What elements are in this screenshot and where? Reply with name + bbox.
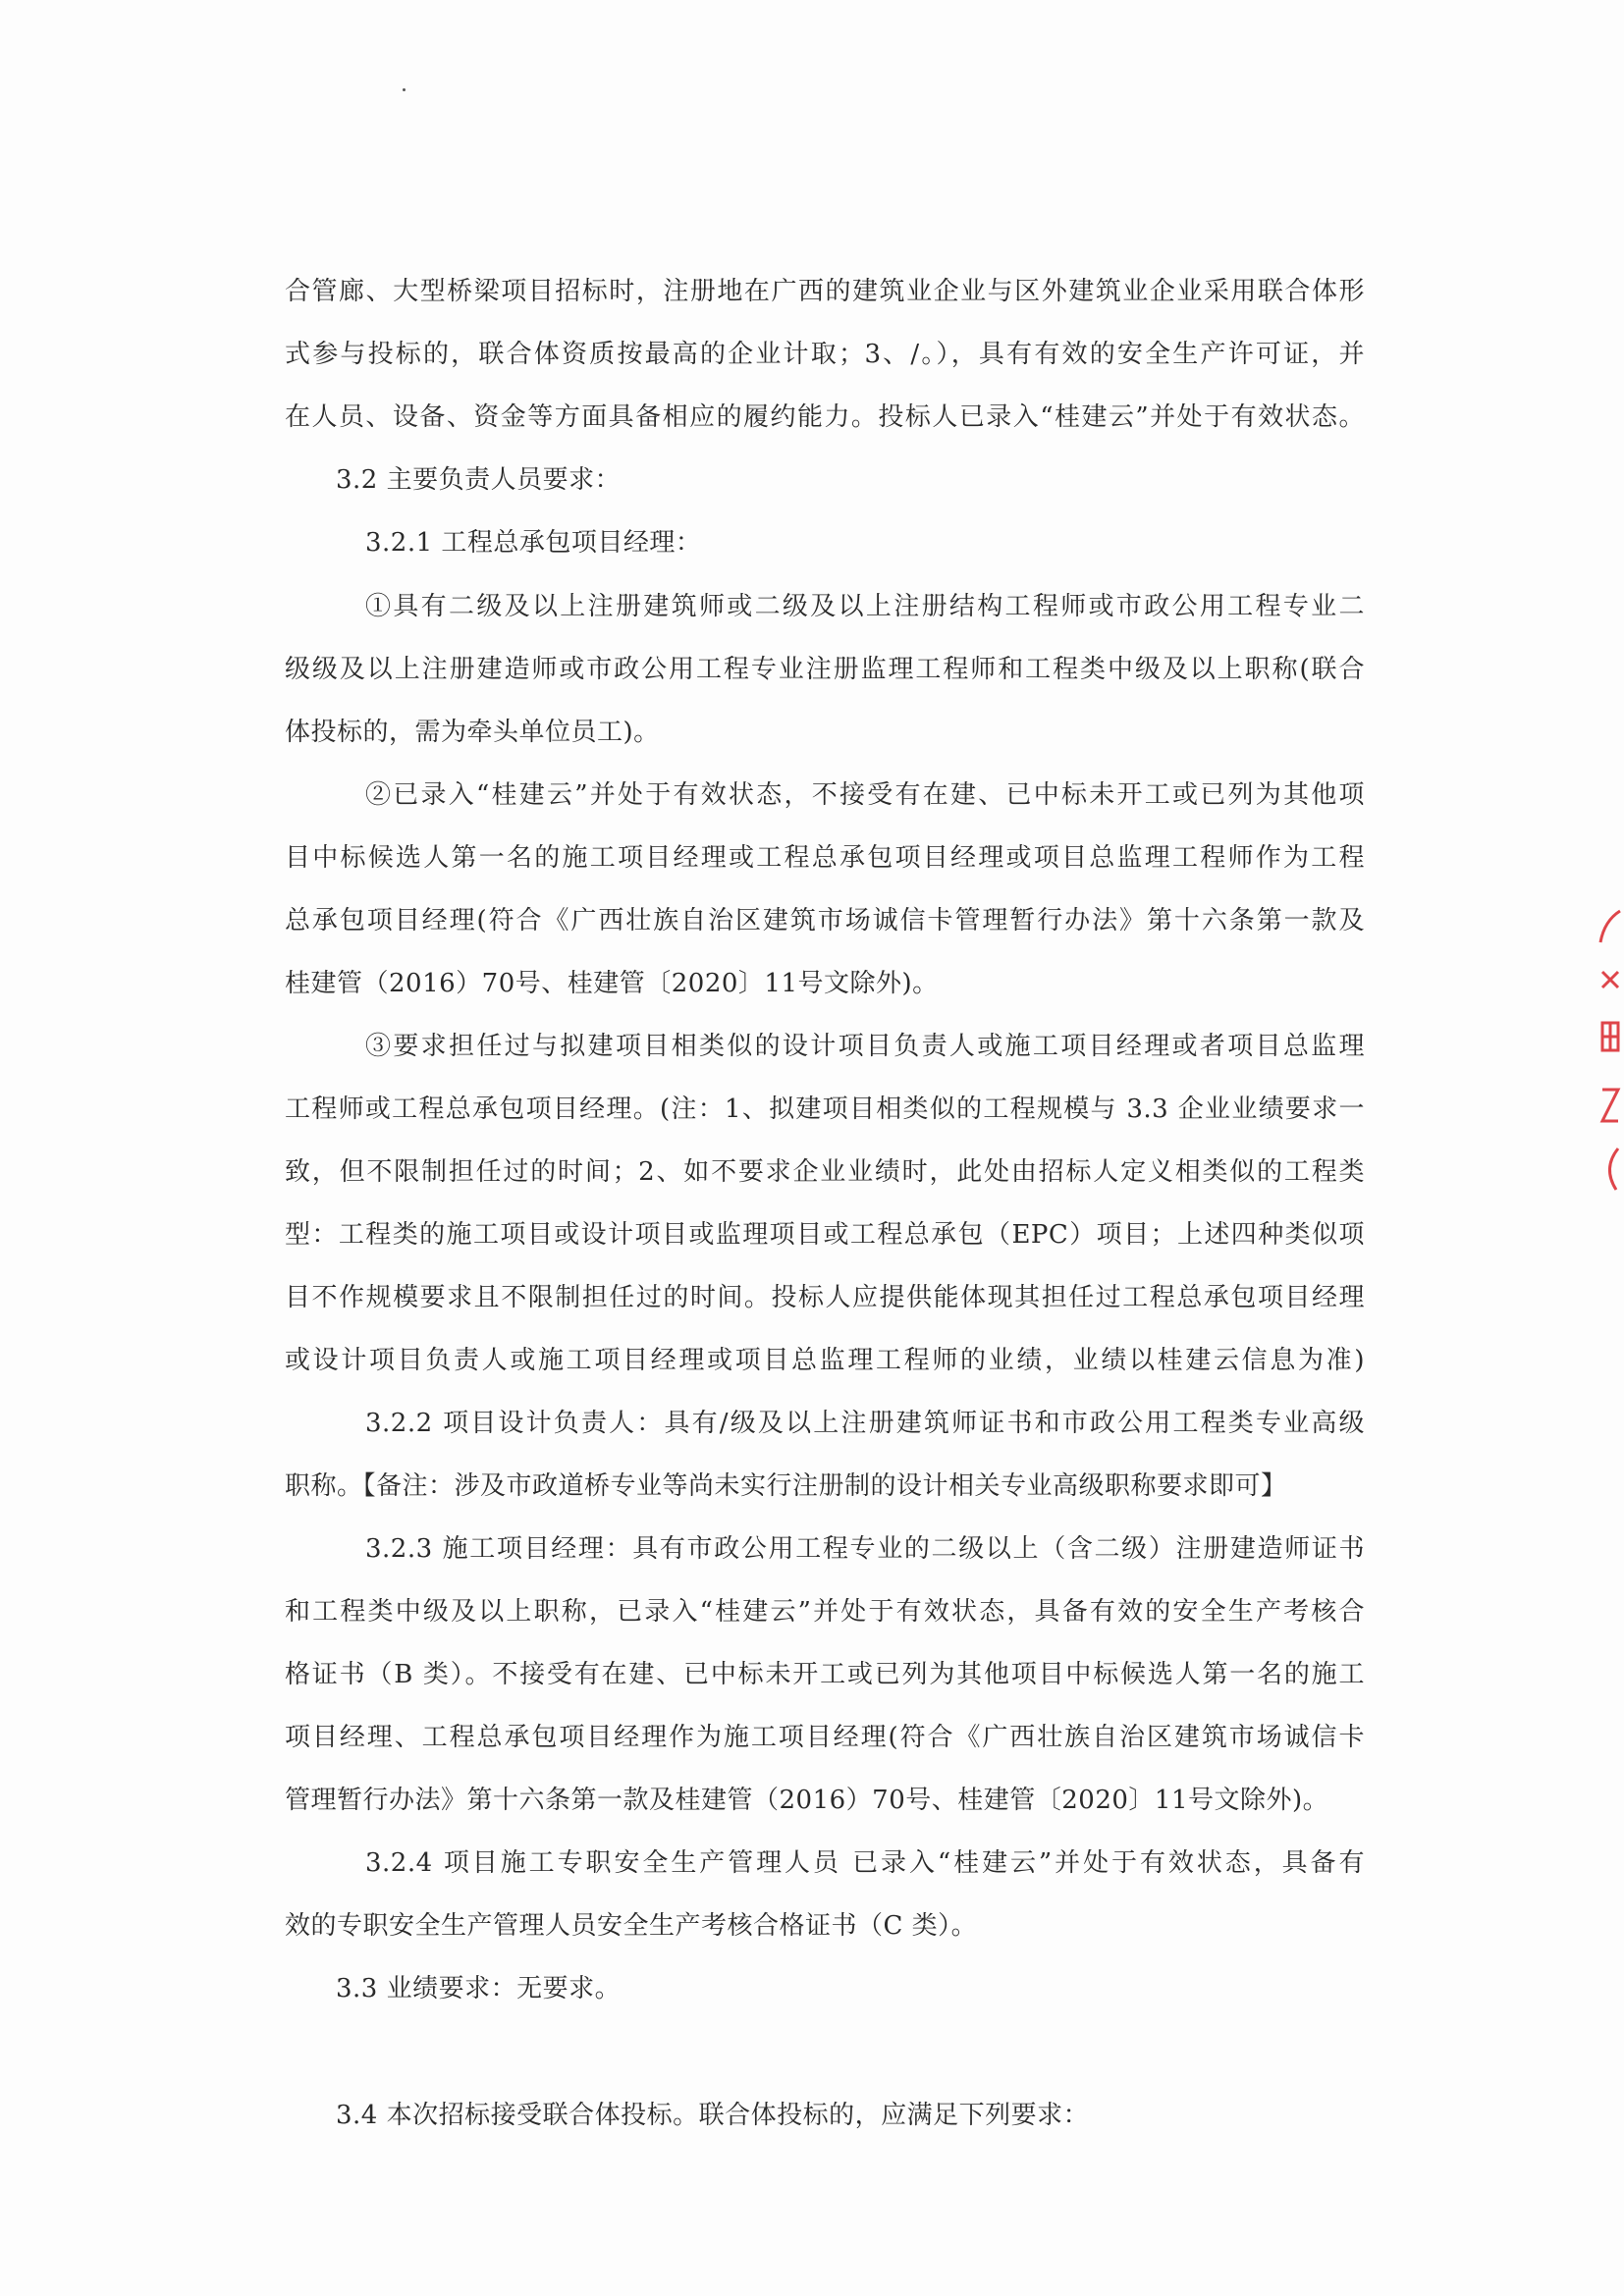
text-line: 体投标的，需为牵头单位员工)。 <box>285 718 660 747</box>
text-line: 式参与投标的，联合体资质按最高的企业计取；3、/。），具有有效的安全生产许可证，并 <box>285 340 1365 369</box>
text-line: 3.2.2 项目设计负责人：具有/级及以上注册建筑师证书和市政公用工程类专业高级 <box>365 1409 1365 1438</box>
text-line: 目不作规模要求且不限制担任过的时间。投标人应提供能体现其担任过工程总承包项目经理 <box>285 1283 1365 1312</box>
text-line: 目中标候选人第一名的施工项目经理或工程总承包项目经理或项目总监理工程师作为工程 <box>285 843 1365 873</box>
text-line: 在人员、设备、资金等方面具备相应的履约能力。投标人已录入“桂建云”并处于有效状态。 <box>285 402 1365 432</box>
text-line: ③要求担任过与拟建项目相类似的设计项目负责人或施工项目经理或者项目总监理 <box>365 1032 1365 1061</box>
section-heading: 3.4 本次招标接受联合体投标。联合体投标的，应满足下列要求： <box>336 2101 1090 2130</box>
text-line: 桂建管（2016）70号、桂建管〔2020〕11号文除外)。 <box>285 969 939 998</box>
seal-stamp-edge <box>1591 903 1624 1198</box>
section-heading: 3.3 业绩要求：无要求。 <box>336 1974 622 2003</box>
text-line: 效的专职安全生产管理人员安全生产考核合格证书（C 类）。 <box>285 1911 978 1941</box>
text-line: 3.2.4 项目施工专职安全生产管理人员 已录入“桂建云”并处于有效状态，具备有 <box>365 1848 1365 1878</box>
text-line: ①具有二级及以上注册建筑师或二级及以上注册结构工程师或市政公用工程专业二 <box>365 592 1365 621</box>
text-line: 总承包项目经理(符合《广西壮族自治区建筑市场诚信卡管理暂行办法》第十六条第一款及 <box>285 906 1365 935</box>
text-line: 或设计项目负责人或施工项目经理或项目总监理工程师的业绩，业绩以桂建云信息为准) <box>285 1346 1365 1375</box>
text-line: 级级及以上注册建造师或市政公用工程专业注册监理工程师和工程类中级及以上职称(联合 <box>285 655 1365 684</box>
text-line: 格证书（B 类）。不接受有在建、已中标未开工或已列为其他项目中标候选人第一名的施工 <box>285 1660 1365 1689</box>
scan-speck <box>403 88 406 91</box>
text-line: 管理暂行办法》第十六条第一款及桂建管（2016）70号、桂建管〔2020〕11号文除外)。 <box>285 1786 1329 1815</box>
text-line: 工程师或工程总承包项目经理。(注：1、拟建项目相类似的工程规模与 3.3 企业业绩要求一 <box>285 1095 1365 1124</box>
text-line: 型：工程类的施工项目或设计项目或监理项目或工程总承包（EPC）项目；上述四种类似项 <box>285 1220 1365 1250</box>
text-line: 合管廊、大型桥梁项目招标时，注册地在广西的建筑业企业与区外建筑业企业采用联合体形 <box>285 277 1365 306</box>
text-line: 致，但不限制担任过的时间；2、如不要求企业业绩时，此处由招标人定义相类似的工程类 <box>285 1157 1365 1187</box>
section-heading: 3.2 主要负责人员要求： <box>336 465 622 495</box>
text-line: 职称。【备注：涉及市政道桥专业等尚未实行注册制的设计相关专业高级职称要求即可】 <box>285 1471 1287 1501</box>
text-line: ②已录入“桂建云”并处于有效状态，不接受有在建、已中标未开工或已列为其他项 <box>365 780 1365 810</box>
text-line: 和工程类中级及以上职称，已录入“桂建云”并处于有效状态，具备有效的安全生产考核合 <box>285 1597 1365 1627</box>
subsection-heading: 3.2.1 工程总承包项目经理： <box>365 528 702 558</box>
text-line: 项目经理、工程总承包项目经理作为施工项目经理(符合《广西壮族自治区建筑市场诚信卡 <box>285 1723 1365 1752</box>
text-line: 3.2.3 施工项目经理：具有市政公用工程专业的二级以上（含二级）注册建造师证书 <box>365 1534 1365 1564</box>
